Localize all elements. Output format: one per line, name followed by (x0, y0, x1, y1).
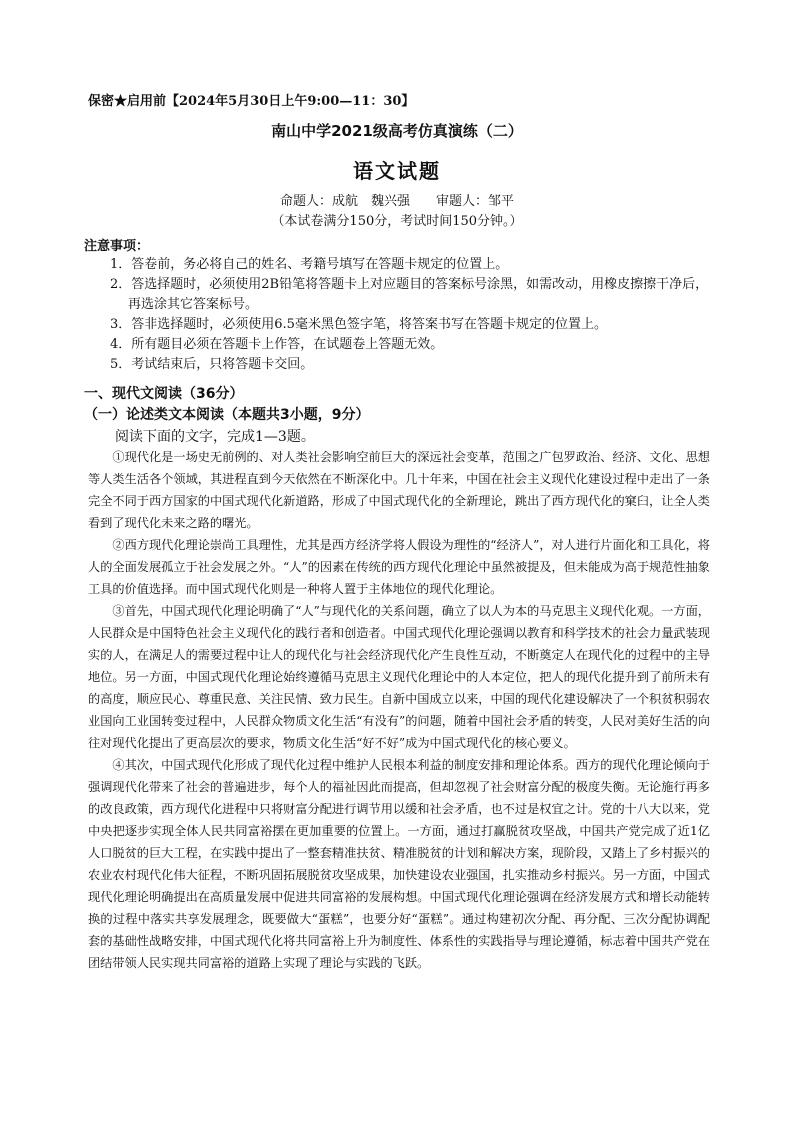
notice-item: 4．所有题目必须在答题卡上作答，在试题卷上答题无效。 (110, 337, 444, 352)
confidential-line: 保密★启用前【2024年5月30日上午9:00—11：30】 (88, 94, 415, 109)
notice-item: 1．答卷前，务必将自己的姓名、考籍号填写在答题卡规定的位置上。 (110, 257, 509, 272)
passage-paragraph: ②西方现代化理论崇尚工具理性，尤其是西方经济学将人假设为理性的“经济人”，对人进行片面化和工具化，将人的全面发展孤立于社会发展之外。“人”的因素在传统的西方现代化理论中虽然被提及，但未能成为高于规范性抽象工具的价值选择。而中国式现代化则是一种将人置于主体地位的现代化理论。 (88, 538, 710, 596)
score-info: （本试卷满分150分，考试时间150分钟。） (271, 214, 523, 229)
notice-list (110, 255, 720, 375)
authors-line: 命题人：成航 魏兴强 审题人：邹平 (279, 194, 514, 209)
passage-paragraph: ①现代化是一场史无前例的、对人类社会影响空前巨大的深远社会变革，范围之广包罗政治、经济、文化、思想等人类生活各个领域，其进程直到今天依然在不断深化中。几十年来，中国在社会主义现代化建设过程中走出了一条完全不同于西方国家的中国式现代化新道路，形成了中国式现代化的全新理论，跳出了西方现代化的窠臼，让全人类看到了现代化未来之路的曙光。 (88, 450, 710, 530)
passage-paragraph: ④其次，中国式现代化形成了现代化过程中维护人民根本利益的制度安排和理论体系。西方的现代化理论倾向于强调现代化带来了社会的普遍进步，每个人的福祉因此而提高，但却忽视了社会财富分配的极度失衡。无论施行再多的改良政策，西方现代化进程中只将财富分配进行调节用以缓和社会矛盾，也不过是权宜之计。党的十八大以来，党中央把逐步实现全体人民共同富裕摆在更加重要的位置上。一方面，通过打赢脱贫攻坚战，中国共产党完成了近1亿人口脱贫的巨大工程，在实践中提出了一整套精准扶贫、精准脱贫的计划和解决方案，现阶段，又踏上了乡村振兴的农业农村现代化伟大征程，不断巩固拓展脱贫攻坚成果，加快建设农业强国，扎实推动乡村振兴。另一方面，中国式现代化理论明确提出在高质量发展中促进共同富裕的发展构想。中国式现代化理论强调在经济发展方式和增长动能转换的过程中落实共享发展理念，既要做大“蛋糕”，也要分好“蛋糕”。通过构建初次分配、再分配、三次分配协调配套的基础性战略安排，中国式现代化将共同富裕上升为制度性、体系性的实践指导与理论遵循，标志着中国共产党在团结带领人民实现共同富裕的道路上实现了理论与实践的飞跃。 (88, 758, 710, 970)
subject-title: 语文试题 (353, 159, 441, 183)
notice-item: 5．考试结束后，只将答题卡交回。 (110, 357, 314, 372)
notice-title: 注意事项： (84, 239, 150, 254)
notice-item: 2．答选择题时，必须使用2B铅笔将答题卡上对应题目的答案标号涂黑，如需改动，用橡皮擦擦干净后，再选涂其它答案标号。 (110, 277, 709, 312)
reading-instruction: 阅读下面的文字，完成1—3题。 (115, 429, 315, 445)
school-title: 南山中学2021级高考仿真演练（二） (271, 122, 523, 140)
section-subtitle: （一）论述类文本阅读（本题共3小题，9分） (84, 407, 370, 423)
notice-item: 3．答非选择题时，必须使用6.5毫米黑色签字笔，将答案书写在答题卡规定的位置上。 (110, 317, 607, 332)
section-title: 一、现代文阅读（36分） (84, 386, 244, 402)
passage-paragraph: ③首先，中国式现代化理论明确了“人”与现代化的关系问题，确立了以人为本的马克思主义现代化观。一方面，人民群众是中国特色社会主义现代化的践行者和创造者。中国式现代化理论强调以教育和科学技术的社会力量武装现实的人，在满足人的需要过程中让人的现代化与社会经济现代化产生良性互动，不断奠定人在现代化的过程中的主导地位。另一方面，中国式现代化理论始终遵循马克思主义现代化理论中的人本定位，把人的现代化提升到了前所未有的高度，顺应民心、尊重民意、关注民情、致力民生。自新中国成立以来，中国的现代化建设解决了一个积贫积弱农业国向工业国转变过程中，人民群众物质文化生活“有没有”的问题，随着中国社会矛盾的转变，人民对美好生活的向往对现代化提出了更高层次的要求，物质文化生活“好不好”成为中国式现代化的核心要义。 (88, 604, 710, 750)
reading-passage (88, 446, 710, 974)
